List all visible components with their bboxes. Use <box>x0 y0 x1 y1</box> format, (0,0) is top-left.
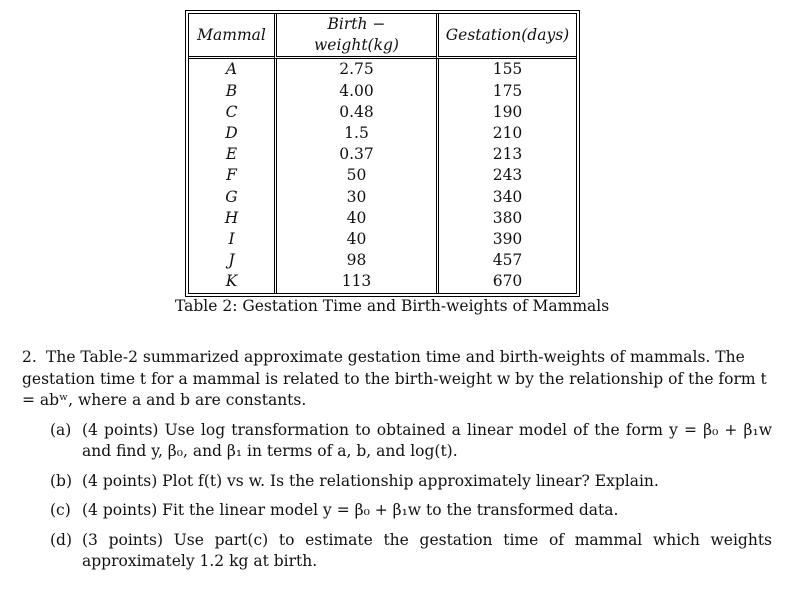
cell-birth-weight: 0.37 <box>274 144 436 165</box>
part-label: (b) <box>50 471 73 490</box>
cell-birth-weight: 98 <box>274 250 436 271</box>
cell-mammal: G <box>225 187 238 206</box>
mammal-data-table <box>188 13 577 294</box>
cell-mammal: I <box>228 230 235 249</box>
table-row <box>189 165 576 186</box>
cell-birth-weight: 30 <box>274 187 436 208</box>
part-text: (4 points) Plot f(t) vs w. Is the relationship approximately linear? Explain. <box>82 471 659 490</box>
cell-mammal: A <box>225 60 238 79</box>
table-row <box>189 144 576 165</box>
cell-mammal: H <box>224 208 239 227</box>
cell-gestation: 190 <box>436 102 576 123</box>
table-body <box>189 59 576 292</box>
problem-part <box>50 500 772 522</box>
cell-birth-weight: 0.48 <box>274 102 436 123</box>
part-text: (4 points) Use log transformation to obtained a linear model of the form y = β₀ + β₁w and find y, β₀, and β₁ in terms of a, b, and log(t). <box>82 420 772 460</box>
table-row <box>189 271 576 292</box>
problem-parts <box>22 420 772 573</box>
table-row <box>189 102 576 123</box>
cell-gestation: 670 <box>436 271 576 292</box>
part-label: (d) <box>50 530 73 549</box>
data-table-container <box>188 13 577 294</box>
cell-mammal: E <box>225 145 238 164</box>
cell-gestation: 243 <box>436 165 576 186</box>
part-text: (3 points) Use part(c) to estimate the gestation time of mammal which weights approximately 1.2 kg at birth. <box>82 530 772 570</box>
cell-birth-weight: 40 <box>274 229 436 250</box>
cell-birth-weight: 50 <box>274 165 436 186</box>
cell-mammal: D <box>225 124 238 143</box>
table-header-row <box>189 14 576 59</box>
cell-mammal: B <box>225 81 238 100</box>
problem-stem: The Table-2 summarized approximate gestation time and birth-weights of mammals. The gestation time t for a mammal is related to the birth-weight w by the relationship of the form t = abʷ, where a and b are constants. <box>22 348 767 409</box>
header-mammal: Mammal <box>189 14 274 59</box>
cell-gestation: 210 <box>436 123 576 144</box>
part-text: (4 points) Fit the linear model y = β₀ + β₁w to the transformed data. <box>82 501 619 519</box>
table-row <box>189 81 576 102</box>
cell-birth-weight: 40 <box>274 208 436 229</box>
table-row <box>189 59 576 80</box>
table-row <box>189 250 576 271</box>
problem-stem-block <box>22 347 772 412</box>
cell-birth-weight: 2.75 <box>274 59 436 80</box>
cell-birth-weight: 1.5 <box>274 123 436 144</box>
header-gestation: Gestation(days) <box>436 14 576 59</box>
table-caption: Table 2: Gestation Time and Birth-weights of Mammals <box>175 297 610 315</box>
table-row <box>189 123 576 144</box>
part-label: (a) <box>50 420 72 439</box>
cell-birth-weight: 113 <box>274 271 436 292</box>
cell-gestation: 340 <box>436 187 576 208</box>
cell-birth-weight: 4.00 <box>274 81 436 102</box>
cell-gestation: 155 <box>436 59 576 80</box>
table-row <box>189 208 576 229</box>
header-birth-weight: Birth − weight(kg) <box>274 14 436 59</box>
cell-mammal: J <box>228 251 235 270</box>
cell-gestation: 390 <box>436 229 576 250</box>
problem-part <box>50 420 772 463</box>
cell-gestation: 175 <box>436 81 576 102</box>
problem-part <box>50 530 772 573</box>
cell-mammal: K <box>225 272 238 291</box>
problem-part <box>50 471 772 493</box>
part-label: (c) <box>50 501 71 519</box>
cell-mammal: C <box>225 102 238 121</box>
problem-number: 2. <box>22 348 37 366</box>
cell-gestation: 457 <box>436 250 576 271</box>
cell-gestation: 380 <box>436 208 576 229</box>
table-row <box>189 229 576 250</box>
problem-2 <box>22 347 772 573</box>
table-row <box>189 187 576 208</box>
cell-mammal: F <box>226 166 237 185</box>
cell-gestation: 213 <box>436 144 576 165</box>
